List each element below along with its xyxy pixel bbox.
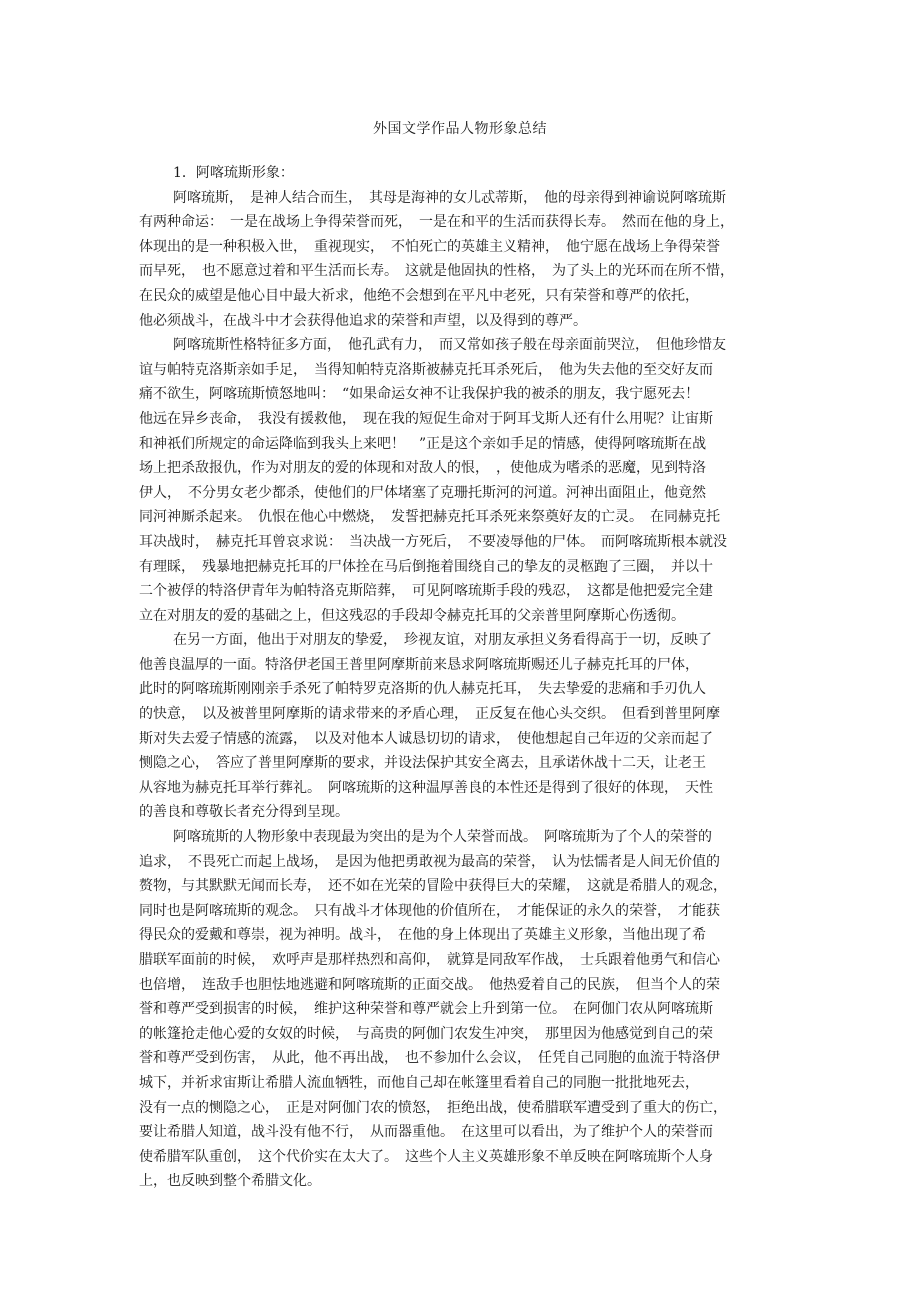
text-line: 他必须战斗，在战斗中才会获得他追求的荣誉和声望，以及得到的尊严。 (139, 312, 587, 329)
text-line: 在另一方面，他出于对朋友的挚爱， 珍视友谊，对朋友承担义务看得高于一切，反映了 (173, 632, 712, 649)
text-line: 有两种命运： 一是在战场上争得荣誉而死， 一是在和平的生活而获得长寿。 然而在他的身上， (139, 214, 734, 231)
document-body (139, 161, 789, 1194)
text-line: 的快意， 以及被普里阿摩斯的请求带来的矛盾心理， 正反复在他心头交织。 但看到普里阿摩 (139, 706, 720, 723)
text-line: 的善良和尊敬长者充分得到呈现。 (139, 804, 349, 821)
text-line: 没有一点的恻隐之心， 正是对阿伽门农的愤怒， 拒绝出战，使希腊联军遭受到了重大的伤亡， (139, 1099, 727, 1116)
text-line: 和神祇们所规定的命运降临到我头上来吧！ ”正是这个亲如手足的情感，使得阿喀琉斯在战 (139, 435, 707, 452)
text-line: 恻隐之心， 答应了普里阿摩斯的要求，并设法保护其安全离去，且承诺休战十二天，让老王 (139, 755, 706, 772)
text-line: 上，也反映到整个希腊文化。 (139, 1173, 321, 1190)
text-line: 场上把杀敌报仇，作为对朋友的爱的体现和对敌人的恨， ，使他成为嗜杀的恶魔，见到特洛 (139, 460, 706, 477)
text-line: 有理睬， 残暴地把赫克托耳的尸体拴在马后倒拖着围绕自己的挚友的灵柩跑了三圈， 并以十 (139, 558, 713, 575)
text-line: 此时的阿喀琉斯刚刚亲手杀死了帕特罗克洛斯的仇人赫克托耳， 失去挚爱的悲痛和手刃仇人 (139, 681, 706, 698)
text-line: 得民众的爱戴和尊崇，视为神明。战斗， 在他的身上体现出了英雄主义形象，当他出现了希 (139, 927, 706, 944)
text-line: 也倍增， 连敌手也胆怯地逃避和阿喀琉斯的正面交战。 他热爱着自己的民族， 但当个人的荣 (139, 976, 720, 993)
text-line: 在民众的威望是他心目中最大祈求，他绝不会想到在平凡中老死，只有荣誉和尊严的依托， (139, 287, 699, 304)
text-line: 的帐篷抢走他心爱的女奴的时候， 与高贵的阿伽门农发生冲突， 那里因为他感觉到自己的荣 (139, 1025, 713, 1042)
text-line: 城下，并祈求宙斯让希腊人流血牺牲，而他自己却在帐篷里看着自己的同胞一批批地死去， (139, 1074, 699, 1091)
text-line: 而早死， 也不愿意过着和平生活而长寿。 这就是他固执的性格， 为了头上的光环而在所不惜， (139, 263, 734, 280)
text-line: 同时也是阿喀琉斯的观念。 只有战斗才体现他的价值所在， 才能保证的永久的荣誉， 才能获 (139, 902, 720, 919)
text-line: 他远在异乡丧命， 我没有援救他， 现在我的短促生命对于阿耳戈斯人还有什么用呢？让宙斯 (139, 410, 713, 427)
text-line: 阿喀琉斯性格特征多方面， 他孔武有力， 而又常如孩子般在母亲面前哭泣， 但他珍惜友 (173, 337, 726, 354)
text-line: 1．阿喀琉斯形象： (173, 165, 294, 181)
text-line: 耳决战时， 赫克托耳曾哀求说： 当决战一方死后， 不要凌辱他的尸体。 而阿喀琉斯根本就没 (139, 533, 727, 550)
text-line: 谊与帕特克洛斯亲如手足， 当得知帕特克洛斯被赫克托耳杀死后， 他为失去他的至交好友而 (139, 361, 713, 378)
text-line: 痛不欲生，阿喀琉斯愤怒地叫： “如果命运女神不让我保护我的被杀的朋友，我宁愿死去！ (139, 386, 700, 403)
text-line: 誉和尊严受到伤害， 从此，他不再出战， 也不参加什么会议， 任凭自己同胞的血流于特洛伊 (139, 1050, 720, 1067)
text-line: 体现出的是一种积极入世， 重视现实， 不怕死亡的英雄主义精神， 他宁愿在战场上争得荣誉 (139, 238, 720, 255)
text-line: 立在对朋友的爱的基础之上，但这残忍的手段却令赫克托耳的父亲普里阿摩斯心伤透彻。 (139, 607, 685, 624)
text-line: 要让希腊人知道，战斗没有他不行， 从而器重他。 在这里可以看出，为了维护个人的荣誉而 (139, 1124, 713, 1141)
text-line: 伊人， 不分男女老少都杀，使他们的尸体堵塞了克珊托斯河的河道。河神出面阻止，他竟然 (139, 484, 706, 501)
text-line: 阿喀琉斯， 是神人结合而生， 其母是海神的女儿忒蒂斯， 他的母亲得到神谕说阿喀琉斯 (173, 189, 726, 206)
text-line: 腊联军面前的时候， 欢呼声是那样热烈和高仰， 就算是同敌军作战， 士兵跟着他勇气和信心 (139, 952, 720, 968)
document-title: 外国文学作品人物形象总结 (373, 121, 547, 137)
text-line: 誉和尊严受到损害的时候， 维护这种荣誉和尊严就会上升到第一位。 在阿伽门农从阿喀琉斯 (139, 1001, 713, 1018)
text-line: 同河神厮杀起来。 仇恨在他心中燃烧， 发誓把赫克托耳杀死来祭奠好友的亡灵。 在同赫克托 (139, 509, 720, 526)
text-line: 他善良温厚的一面。特洛伊老国王普里阿摩斯前来恳求阿喀琉斯赐还儿子赫克托耳的尸体， (139, 656, 699, 673)
text-line: 斯对失去爱子情感的流露， 以及对他本人诚恳切切的请求， 使他想起自己年迈的父亲而起了 (139, 730, 713, 747)
text-line: 阿喀琉斯的人物形象中表现最为突出的是为个人荣誉而战。 阿喀琉斯为了个人的荣誉的 (173, 829, 712, 846)
text-line: 赘物，与其默默无闻而长寿， 还不如在光荣的冒险中获得巨大的荣耀， 这就是希腊人的观念， (139, 878, 727, 895)
text-line: 二个被俘的特洛伊青年为帕特洛克斯陪葬， 可见阿喀琉斯手段的残忍， 这都是他把爱完全建 (139, 583, 713, 600)
text-line: 使希腊军队重创， 这个代价实在太大了。 这些个人主义英雄形象不单反映在阿喀琉斯个人身 (139, 1148, 713, 1165)
text-line: 追求， 不畏死亡而起上战场， 是因为他把勇敢视为最高的荣誉， 认为怯懦者是人间无价值的 (139, 853, 720, 870)
text-line: 从容地为赫克托耳举行葬礼。 阿喀琉斯的这种温厚善良的本性还是得到了很好的体现， 天性 (139, 779, 713, 796)
